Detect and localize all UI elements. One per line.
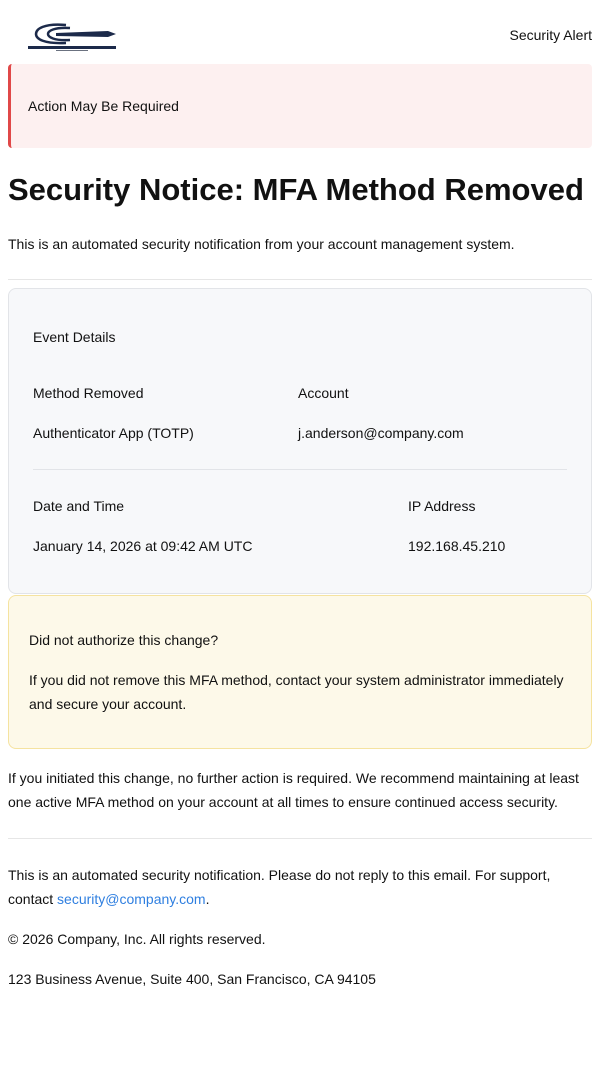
divider bbox=[8, 279, 592, 280]
warning-body: If you did not remove this MFA method, contact your system administrator immediately and secure your account. bbox=[29, 672, 564, 712]
action-required-banner bbox=[8, 64, 592, 148]
account-label: Account bbox=[298, 385, 349, 401]
banner-text: Action May Be Required bbox=[28, 98, 179, 114]
unauthorized-change-warning bbox=[8, 595, 592, 749]
event-details-card bbox=[8, 288, 592, 594]
details-divider bbox=[33, 469, 567, 470]
divider bbox=[8, 838, 592, 839]
account-value: j.anderson@company.com bbox=[298, 425, 464, 441]
method-removed-label: Method Removed bbox=[33, 385, 144, 401]
date-time-value: January 14, 2026 at 09:42 AM UTC bbox=[33, 538, 253, 554]
warning-title: Did not authorize this change? bbox=[29, 632, 219, 648]
ip-address-label: IP Address bbox=[408, 498, 476, 514]
company-logo bbox=[26, 19, 118, 53]
intro-text: This is an automated security notification from your account management system. bbox=[8, 236, 515, 252]
method-removed-value: Authenticator App (TOTP) bbox=[33, 425, 194, 441]
date-time-label: Date and Time bbox=[33, 498, 125, 514]
company-address: 123 Business Avenue, Suite 400, San Francisco, CA 94105 bbox=[8, 971, 376, 987]
copyright: © 2026 Company, Inc. All rights reserved. bbox=[8, 931, 266, 947]
header-title: Security Alert bbox=[509, 27, 592, 43]
followup-text: If you initiated this change, no further action is required. We recommend maintaining at least one active MFA method on your account at all times to ensure continued access security. bbox=[8, 770, 579, 810]
header bbox=[8, 0, 592, 64]
page-title: Security Notice: MFA Method Removed bbox=[8, 172, 584, 207]
footer-notice bbox=[8, 863, 592, 911]
footer-notice-suffix: . bbox=[205, 891, 210, 907]
event-details-title: Event Details bbox=[33, 329, 116, 345]
support-email-link[interactable]: security@company.com bbox=[57, 891, 206, 907]
footer-notice-text: This is an automated security notification. Please do not reply to this email. For support, contact bbox=[8, 867, 551, 907]
ip-address-value: 192.168.45.210 bbox=[408, 538, 506, 554]
